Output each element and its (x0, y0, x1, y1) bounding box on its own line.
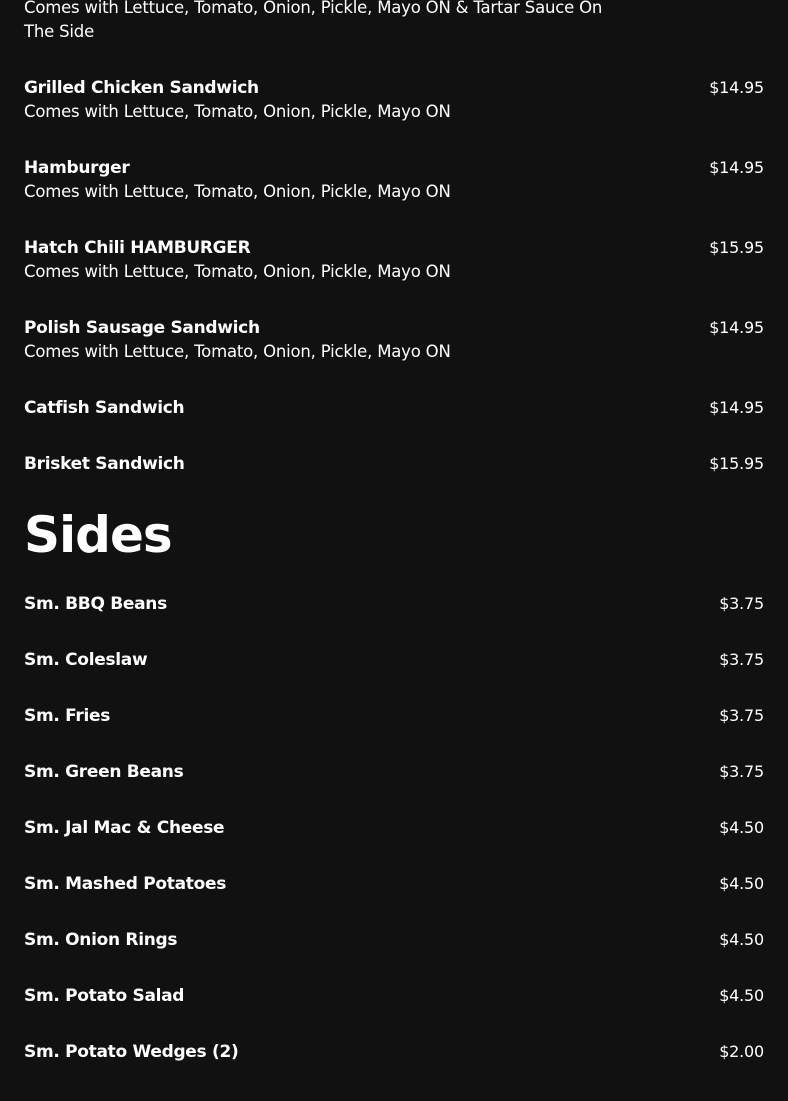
menu-item-name: Polish Sausage Sandwich (24, 318, 260, 338)
menu-item-name: Hatch Chili HAMBURGER (24, 238, 251, 258)
menu-item-name: Sm. Potato Salad (24, 986, 185, 1006)
menu-item-price: $3.75 (719, 650, 764, 669)
menu-item-description: Comes with Lettuce, Tomato, Onion, Pickle, Mayo ON (24, 262, 451, 281)
menu-item-name: Sm. Fries (24, 706, 111, 726)
menu-item-name: Sm. Jal Mac & Cheese (24, 818, 225, 838)
menu-item-name: Hamburger (24, 158, 130, 178)
menu-item-price: $14.95 (709, 78, 764, 97)
menu-item-name: Sm. Green Beans (24, 762, 184, 782)
menu-item-name: Sm. Mashed Potatoes (24, 874, 227, 894)
menu-item-name: Grilled Chicken Sandwich (24, 78, 259, 98)
menu-item-price: $4.50 (719, 930, 764, 949)
menu-item-name: Catfish Sandwich (24, 398, 185, 418)
menu-item-price: $4.50 (719, 986, 764, 1005)
menu-item-name: Sm. BBQ Beans (24, 594, 167, 614)
menu-item-price: $3.75 (719, 594, 764, 613)
menu-item-price: $4.50 (719, 818, 764, 837)
menu-item-price: $15.95 (709, 454, 764, 473)
menu-item-name: Brisket Sandwich (24, 454, 185, 474)
menu-item-price: $4.50 (719, 874, 764, 893)
menu-item-price: $3.75 (719, 706, 764, 725)
menu-item-description: Comes with Lettuce, Tomato, Onion, Pickle, Mayo ON (24, 102, 451, 121)
section-title-sides: Sides (24, 506, 172, 564)
menu-item-price: $3.75 (719, 762, 764, 781)
menu-item-price: $2.00 (719, 1042, 764, 1061)
item-description-line: The Side (24, 22, 95, 41)
menu-item-name: Sm. Coleslaw (24, 650, 148, 670)
menu-item-description: Comes with Lettuce, Tomato, Onion, Pickle, Mayo ON (24, 182, 451, 201)
menu-item-name: Sm. Potato Wedges (2) (24, 1042, 239, 1062)
menu-item-price: $15.95 (709, 238, 764, 257)
menu-item-price: $14.95 (709, 158, 764, 177)
item-description-partial (24, 0, 624, 44)
menu-item-name: Sm. Onion Rings (24, 930, 178, 950)
menu-item-price: $14.95 (709, 398, 764, 417)
menu-item-price: $14.95 (709, 318, 764, 337)
item-description-line: Comes with Lettuce, Tomato, Onion, Pickle, Mayo ON & Tartar Sauce On (24, 0, 603, 17)
menu-item-description: Comes with Lettuce, Tomato, Onion, Pickle, Mayo ON (24, 342, 451, 361)
